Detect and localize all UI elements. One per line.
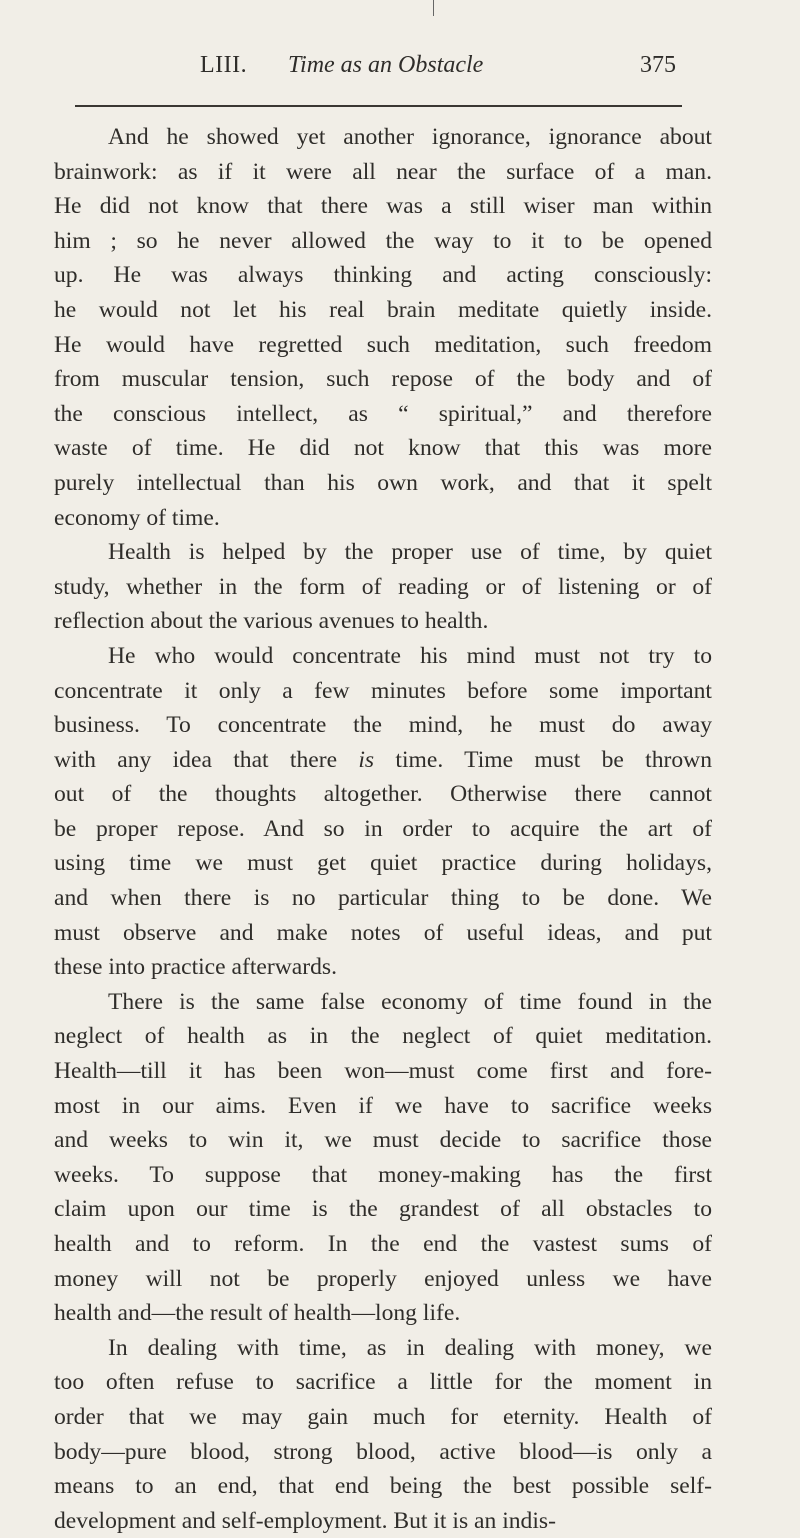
text-line: him ; so he never allowed the way to it to be opened [54, 227, 712, 254]
text-line: means to an end, that end being the best possible self- [54, 1473, 712, 1500]
text-line: from muscular tension, such repose of the body and of [54, 366, 712, 393]
text-line: out of the thoughts altogether. Otherwise there cannot [54, 781, 712, 808]
chapter-number: LIII. [200, 52, 248, 78]
body-text [54, 120, 712, 1538]
text-line: brainwork: as if it were all near the surface of a man. [54, 158, 712, 185]
text-line: the conscious intellect, as “ spiritual,” and therefore [54, 400, 712, 427]
text-line: He would have regretted such meditation, such freedom [54, 331, 712, 358]
text-line: using time we must get quiet practice during holidays, [54, 850, 712, 877]
text-line: And he showed yet another ignorance, ignorance about [108, 124, 712, 150]
text-line: and weeks to win it, we must decide to sacrifice those [54, 1127, 712, 1154]
text-line: There is the same false economy of time found in the [108, 988, 712, 1015]
scan-mark [433, 0, 434, 16]
text-line: these into practice afterwards. [54, 954, 337, 981]
text-line: neglect of health as in the neglect of quiet meditation. [54, 1023, 712, 1050]
text-line: concentrate it only a few minutes before some important [54, 677, 712, 704]
text-line: body—pure blood, strong blood, active blood—is only a [54, 1438, 712, 1465]
paragraph [54, 120, 712, 535]
text-line: and when there is no particular thing to be done. We [54, 885, 712, 912]
text-line: claim upon our time is the grandest of all obstacles to [54, 1196, 712, 1223]
text-line: business. To concentrate the mind, he must do away [54, 712, 712, 739]
page-number: 375 [640, 52, 676, 78]
text-line: In dealing with time, as in dealing with money, we [108, 1334, 712, 1361]
text-line: be proper repose. And so in order to acquire the art of [54, 815, 712, 842]
text-line: He who would concentrate his mind must not try to [108, 642, 712, 669]
text-line: waste of time. He did not know that this was more [54, 435, 712, 462]
text-line: order that we may gain much for eternity. Health of [54, 1403, 712, 1430]
text-line: health and—the result of health—long life. [54, 1300, 461, 1327]
text-line: economy of time. [54, 504, 220, 531]
header-rule [75, 105, 682, 107]
text-line: Health is helped by the proper use of time, by quiet [108, 539, 712, 566]
running-header [200, 46, 676, 86]
text-line: weeks. To suppose that money-making has the first [54, 1161, 712, 1188]
paragraph [54, 985, 712, 1331]
text-line: Health—till it has been won—must come first and fore- [54, 1058, 712, 1085]
text-line: reflection about the various avenues to health. [54, 608, 489, 635]
text-line: too often refuse to sacrifice a little for the moment in [54, 1369, 712, 1396]
paragraph [54, 535, 712, 639]
text-line: up. He was always thinking and acting consciously: [54, 262, 712, 289]
text-line: he would not let his real brain meditate quietly inside. [54, 296, 712, 323]
text-line: He did not know that there was a still wiser man within [54, 193, 712, 220]
text-line: with any idea that there is time. Time must be thrown [54, 746, 712, 773]
text-line: health and to reform. In the end the vastest sums of [54, 1231, 712, 1257]
paragraph [54, 1331, 712, 1538]
paragraph [54, 639, 712, 985]
text-line: development and self-employment. But it is an indis- [54, 1507, 556, 1534]
text-line: money will not be properly enjoyed unless we have [54, 1265, 712, 1292]
text-line: study, whether in the form of reading or of listening or of [54, 573, 712, 600]
text-line: most in our aims. Even if we have to sacrifice weeks [54, 1092, 712, 1119]
text-line: purely intellectual than his own work, and that it spelt [54, 469, 712, 496]
text-line: must observe and make notes of useful ideas, and put [54, 919, 712, 946]
chapter-title: Time as an Obstacle [288, 52, 484, 78]
